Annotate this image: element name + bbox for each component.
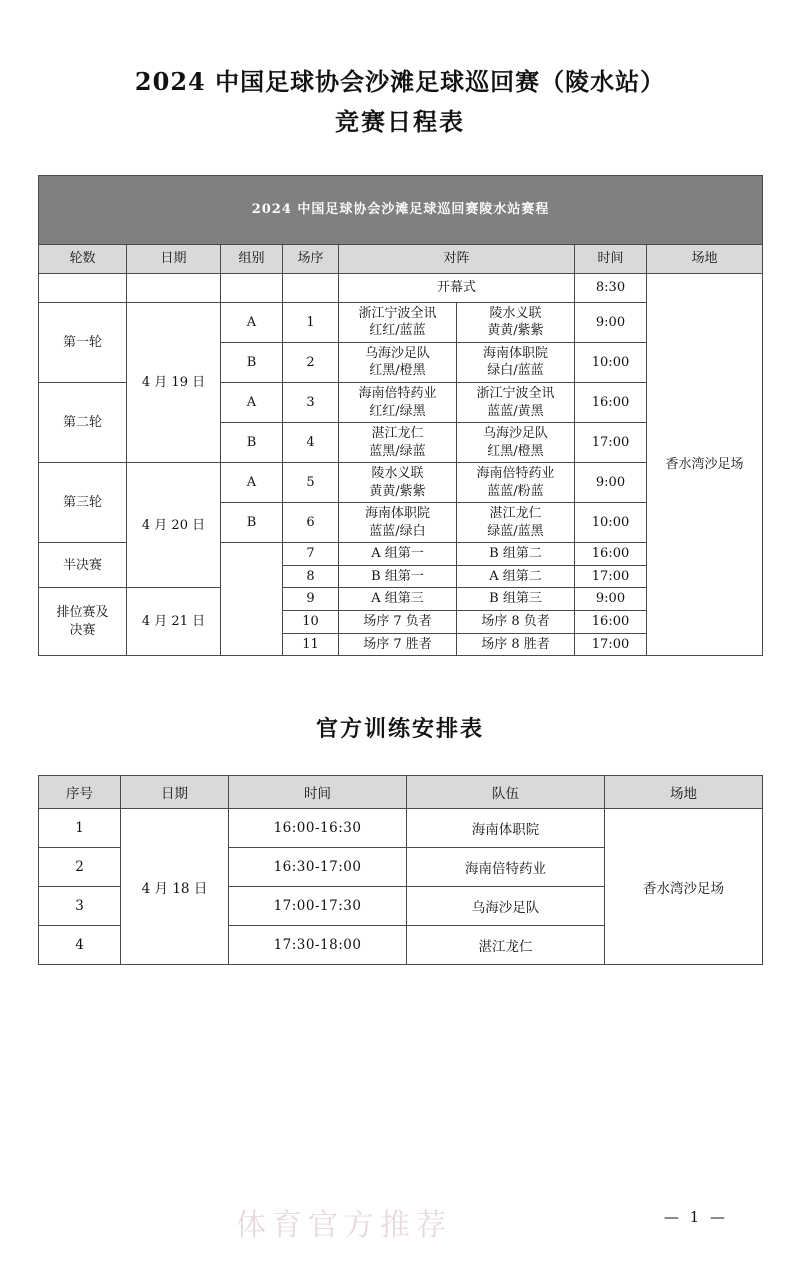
training-header-date: 日期 <box>121 776 229 809</box>
table-row <box>39 809 763 848</box>
away-team-name: 陵水义联 <box>489 305 542 321</box>
away-team-kit: 绿蓝/蓝黑 <box>487 523 544 539</box>
home-team-name: 陵水义联 <box>371 466 424 482</box>
training-team-cell: 乌海沙足队 <box>407 887 605 926</box>
document-page <box>0 66 800 1268</box>
round-label-3: 第三轮 <box>39 463 127 543</box>
header-matchup: 对阵 <box>339 244 575 273</box>
training-date-cell: 4 月 18 日 <box>121 809 229 965</box>
match-time-cell: 9:00 <box>575 463 647 503</box>
home-team-cell <box>339 463 457 503</box>
home-team-kit: 蓝黑/绿蓝 <box>369 443 426 459</box>
away-team-cell <box>457 503 575 543</box>
away-team-kit: 绿白/蓝蓝 <box>487 363 544 379</box>
home-team-kit: 红红/绿黑 <box>369 403 426 419</box>
training-time-cell: 16:30-17:00 <box>229 848 407 887</box>
home-team-kit: 黄黄/紫紫 <box>369 483 426 499</box>
schedule-header-row <box>39 244 763 273</box>
home-team-cell: A 组第三 <box>339 588 457 611</box>
match-no-cell: 10 <box>283 610 339 633</box>
header-time: 时间 <box>575 244 647 273</box>
home-team-name: 海南倍特药业 <box>358 385 437 401</box>
training-header-row <box>39 776 763 809</box>
spacer-group-knockout <box>221 543 283 656</box>
training-no-cell: 4 <box>39 926 121 965</box>
schedule-banner-row <box>39 175 763 244</box>
date-cell-19: 4 月 19 日 <box>127 302 221 462</box>
away-team-cell: B 组第三 <box>457 588 575 611</box>
away-team-name: 海南体职院 <box>482 345 548 361</box>
page-title-line2: 竞赛日程表 <box>335 107 465 137</box>
match-no-cell: 8 <box>283 565 339 588</box>
away-team-cell: 场序 8 负者 <box>457 610 575 633</box>
header-group: 组别 <box>221 244 283 273</box>
round-label-semi: 半决赛 <box>39 543 127 588</box>
opening-ceremony-time: 8:30 <box>575 273 647 302</box>
schedule-banner: 2024 中国足球协会沙滩足球巡回赛陵水站赛程 <box>39 175 763 244</box>
training-team-cell: 湛江龙仁 <box>407 926 605 965</box>
header-match-no: 场序 <box>283 244 339 273</box>
away-team-cell <box>457 342 575 382</box>
away-team-kit: 蓝蓝/粉蓝 <box>487 483 544 499</box>
group-cell: B <box>221 503 283 543</box>
away-team-cell <box>457 463 575 503</box>
training-time-cell: 17:30-18:00 <box>229 926 407 965</box>
home-team-kit: 蓝蓝/绿白 <box>369 523 426 539</box>
match-no-cell: 6 <box>283 503 339 543</box>
match-no-cell: 2 <box>283 342 339 382</box>
page-title-line1: 2024 中国足球协会沙滩足球巡回赛（陵水站） <box>134 67 666 96</box>
away-team-cell <box>457 302 575 342</box>
match-no-cell: 4 <box>283 423 339 463</box>
home-team-name: 湛江龙仁 <box>371 426 424 442</box>
match-time-cell: 17:00 <box>575 565 647 588</box>
away-team-cell: A 组第二 <box>457 565 575 588</box>
match-time-cell: 16:00 <box>575 543 647 566</box>
home-team-cell <box>339 342 457 382</box>
watermark: 体育官方推荐 <box>236 1208 452 1243</box>
away-team-kit: 红黑/橙黑 <box>487 443 544 459</box>
group-cell: A <box>221 382 283 422</box>
training-time-cell: 16:00-16:30 <box>229 809 407 848</box>
training-no-cell: 2 <box>39 848 121 887</box>
round-label-placing: 排位赛及 决赛 <box>39 588 127 656</box>
away-team-cell <box>457 382 575 422</box>
home-team-kit: 红黑/橙黑 <box>369 363 426 379</box>
spacer-group <box>221 273 283 302</box>
home-team-cell <box>339 302 457 342</box>
away-team-kit: 蓝蓝/黄黑 <box>487 403 544 419</box>
training-no-cell: 1 <box>39 809 121 848</box>
round-label-2: 第二轮 <box>39 382 127 462</box>
group-cell: B <box>221 423 283 463</box>
training-table-container <box>38 775 762 965</box>
group-cell: B <box>221 342 283 382</box>
match-no-cell: 1 <box>283 302 339 342</box>
away-team-name: 乌海沙足队 <box>482 426 548 442</box>
group-cell: A <box>221 302 283 342</box>
away-team-cell <box>457 423 575 463</box>
home-team-name: 浙江宁波全讯 <box>358 305 437 321</box>
date-cell-21: 4 月 21 日 <box>127 588 221 656</box>
training-team-cell: 海南倍特药业 <box>407 848 605 887</box>
training-table <box>38 775 763 965</box>
home-team-cell <box>339 423 457 463</box>
schedule-venue: 香水湾沙足场 <box>647 273 763 655</box>
training-title: 官方训练安排表 <box>315 716 484 743</box>
training-header-team: 队伍 <box>407 776 605 809</box>
training-header-time: 时间 <box>229 776 407 809</box>
match-no-cell: 7 <box>283 543 339 566</box>
date-cell-20: 4 月 20 日 <box>127 463 221 588</box>
schedule-table-container <box>38 175 762 656</box>
training-header-no: 序号 <box>39 776 121 809</box>
group-cell: A <box>221 463 283 503</box>
spacer-round <box>39 273 127 302</box>
home-team-kit: 红红/蓝蓝 <box>369 323 426 339</box>
away-team-cell: 场序 8 胜者 <box>457 633 575 656</box>
training-time-cell: 17:00-17:30 <box>229 887 407 926</box>
away-team-cell: B 组第二 <box>457 543 575 566</box>
training-header-venue: 场地 <box>605 776 763 809</box>
match-time-cell: 16:00 <box>575 610 647 633</box>
home-team-name: 海南体职院 <box>364 506 430 522</box>
match-no-cell: 5 <box>283 463 339 503</box>
match-time-cell: 17:00 <box>575 633 647 656</box>
header-date: 日期 <box>127 244 221 273</box>
opening-ceremony-row <box>39 273 763 302</box>
away-team-name: 海南倍特药业 <box>476 466 555 482</box>
match-time-cell: 17:00 <box>575 423 647 463</box>
away-team-kit: 黄黄/紫紫 <box>487 323 544 339</box>
match-time-cell: 9:00 <box>575 302 647 342</box>
spacer-date <box>127 273 221 302</box>
home-team-name: 乌海沙足队 <box>364 345 430 361</box>
match-time-cell: 10:00 <box>575 342 647 382</box>
home-team-cell <box>339 382 457 422</box>
opening-ceremony-label: 开幕式 <box>339 273 575 302</box>
header-venue: 场地 <box>647 244 763 273</box>
match-time-cell: 16:00 <box>575 382 647 422</box>
away-team-name: 湛江龙仁 <box>489 506 542 522</box>
match-time-cell: 10:00 <box>575 503 647 543</box>
match-no-cell: 9 <box>283 588 339 611</box>
home-team-cell <box>339 503 457 543</box>
match-no-cell: 11 <box>283 633 339 656</box>
schedule-table <box>38 175 763 656</box>
away-team-name: 浙江宁波全讯 <box>476 385 555 401</box>
home-team-cell: B 组第一 <box>339 565 457 588</box>
spacer-match-no <box>283 273 339 302</box>
match-no-cell: 3 <box>283 382 339 422</box>
training-no-cell: 3 <box>39 887 121 926</box>
training-venue-cell: 香水湾沙足场 <box>605 809 763 965</box>
training-team-cell: 海南体职院 <box>407 809 605 848</box>
home-team-cell: 场序 7 胜者 <box>339 633 457 656</box>
home-team-cell: 场序 7 负者 <box>339 610 457 633</box>
home-team-cell: A 组第一 <box>339 543 457 566</box>
match-time-cell: 9:00 <box>575 588 647 611</box>
round-label-1: 第一轮 <box>39 302 127 382</box>
header-round: 轮数 <box>39 244 127 273</box>
page-number: — 1 — <box>663 1208 728 1226</box>
